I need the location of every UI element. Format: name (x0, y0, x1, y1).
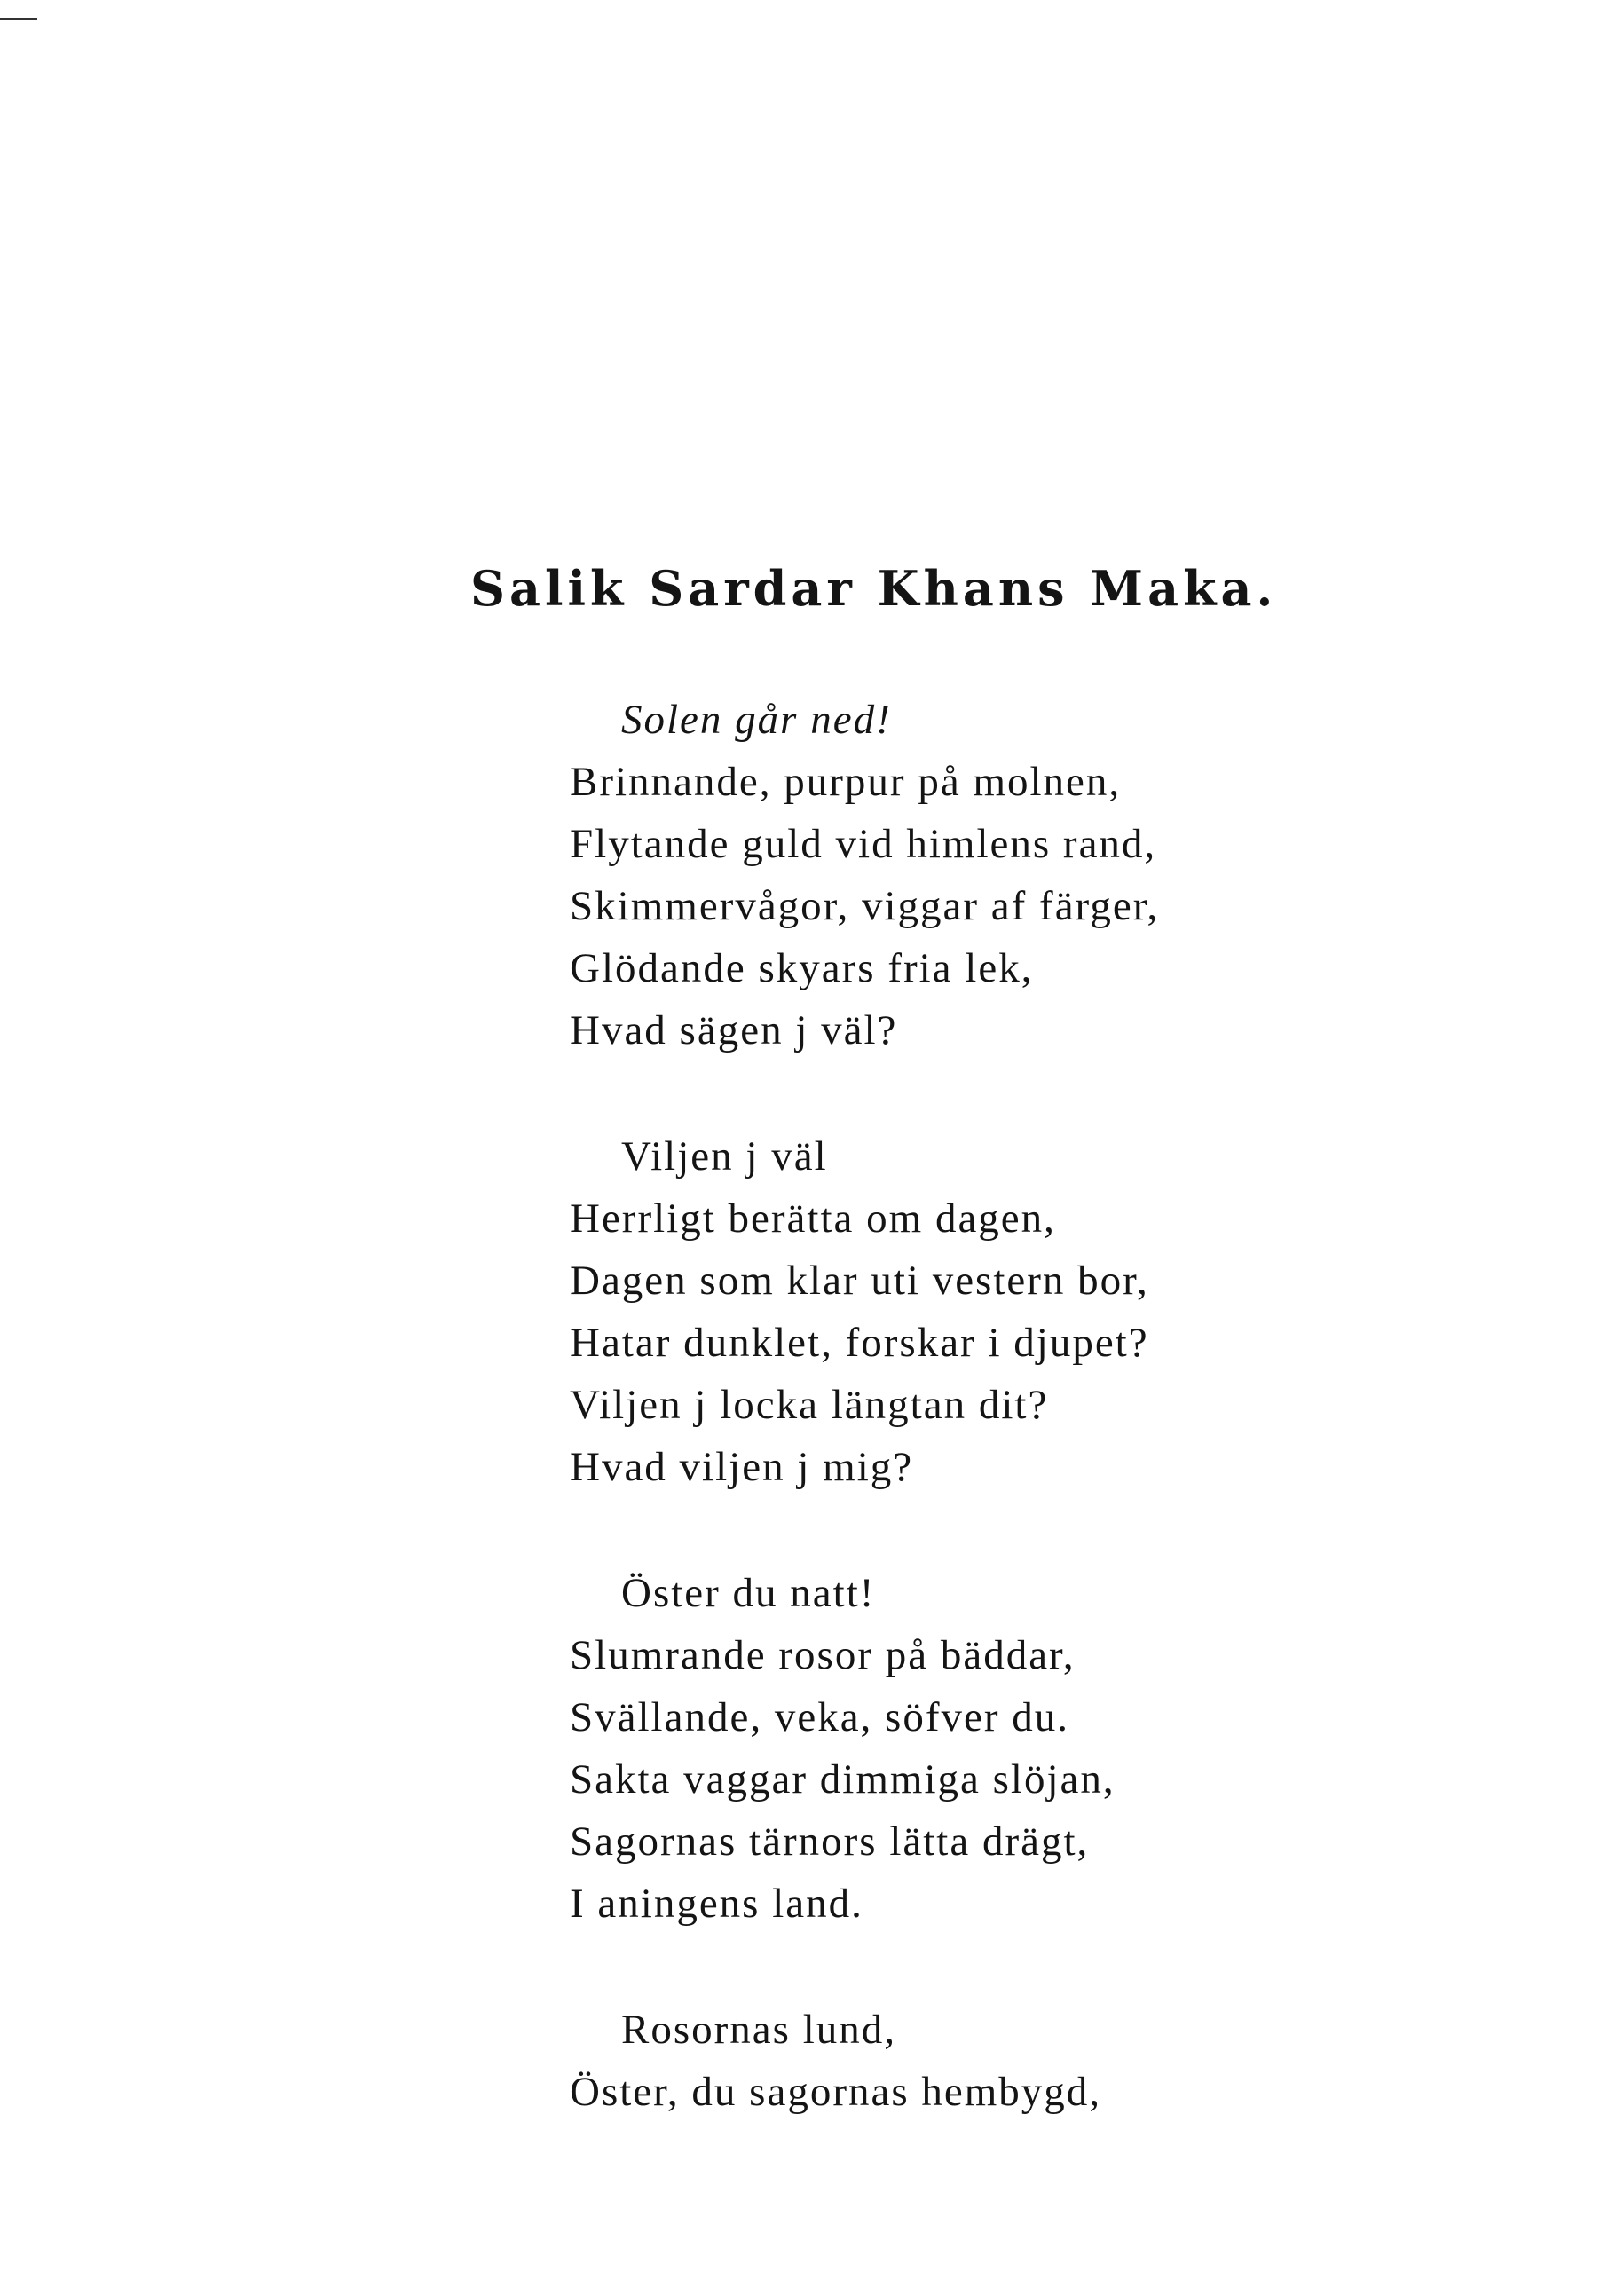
poem-title: Salik Sardar Khans Maka. (470, 560, 1278, 617)
poem-line: Sagornas tärnors lätta drägt, (570, 1818, 1090, 1865)
poem-line: Brinnande, purpur på molnen, (570, 759, 1122, 805)
poem-line: Herrligt berätta om dagen, (570, 1195, 1056, 1242)
poem-line: Viljen j locka längtan dit? (570, 1382, 1049, 1428)
margin-mark (0, 18, 37, 20)
stanza (570, 1562, 1368, 1935)
poem-line: Dagen som klar uti vestern bor, (570, 1258, 1149, 1304)
poem-line: Viljen j väl (621, 1133, 828, 1179)
poem-line: Hvad viljen j mig? (570, 1444, 914, 1490)
poem-line: Solen går ned! (621, 697, 892, 743)
poem-line: Öster du natt! (621, 1570, 876, 1616)
poem-line: Rosornas lund, (621, 2007, 896, 2053)
poem-line: Hatar dunklet, forskar i djupet? (570, 1320, 1149, 1366)
stanza (570, 1999, 1368, 2123)
poem-line: Sakta vaggar dimmiga slöjan, (570, 1756, 1116, 1803)
poem-line: I aningens land. (570, 1881, 863, 1927)
poem-line: Svällande, veka, söfver du. (570, 1694, 1070, 1740)
poem-line: Slumrande rosor på bäddar, (570, 1632, 1076, 1678)
poem-line: Hvad sägen j väl? (570, 1007, 898, 1053)
stanza (570, 1125, 1368, 1498)
poem-body (570, 689, 1368, 2187)
stanza (570, 689, 1368, 1061)
poem-line: Skimmervågor, viggar af färger, (570, 883, 1160, 929)
poem-line: Glödande skyars fria lek, (570, 945, 1034, 991)
poem-line: Flytande guld vid himlens rand, (570, 821, 1157, 867)
poem-line: Öster, du sagornas hembygd, (570, 2069, 1102, 2115)
